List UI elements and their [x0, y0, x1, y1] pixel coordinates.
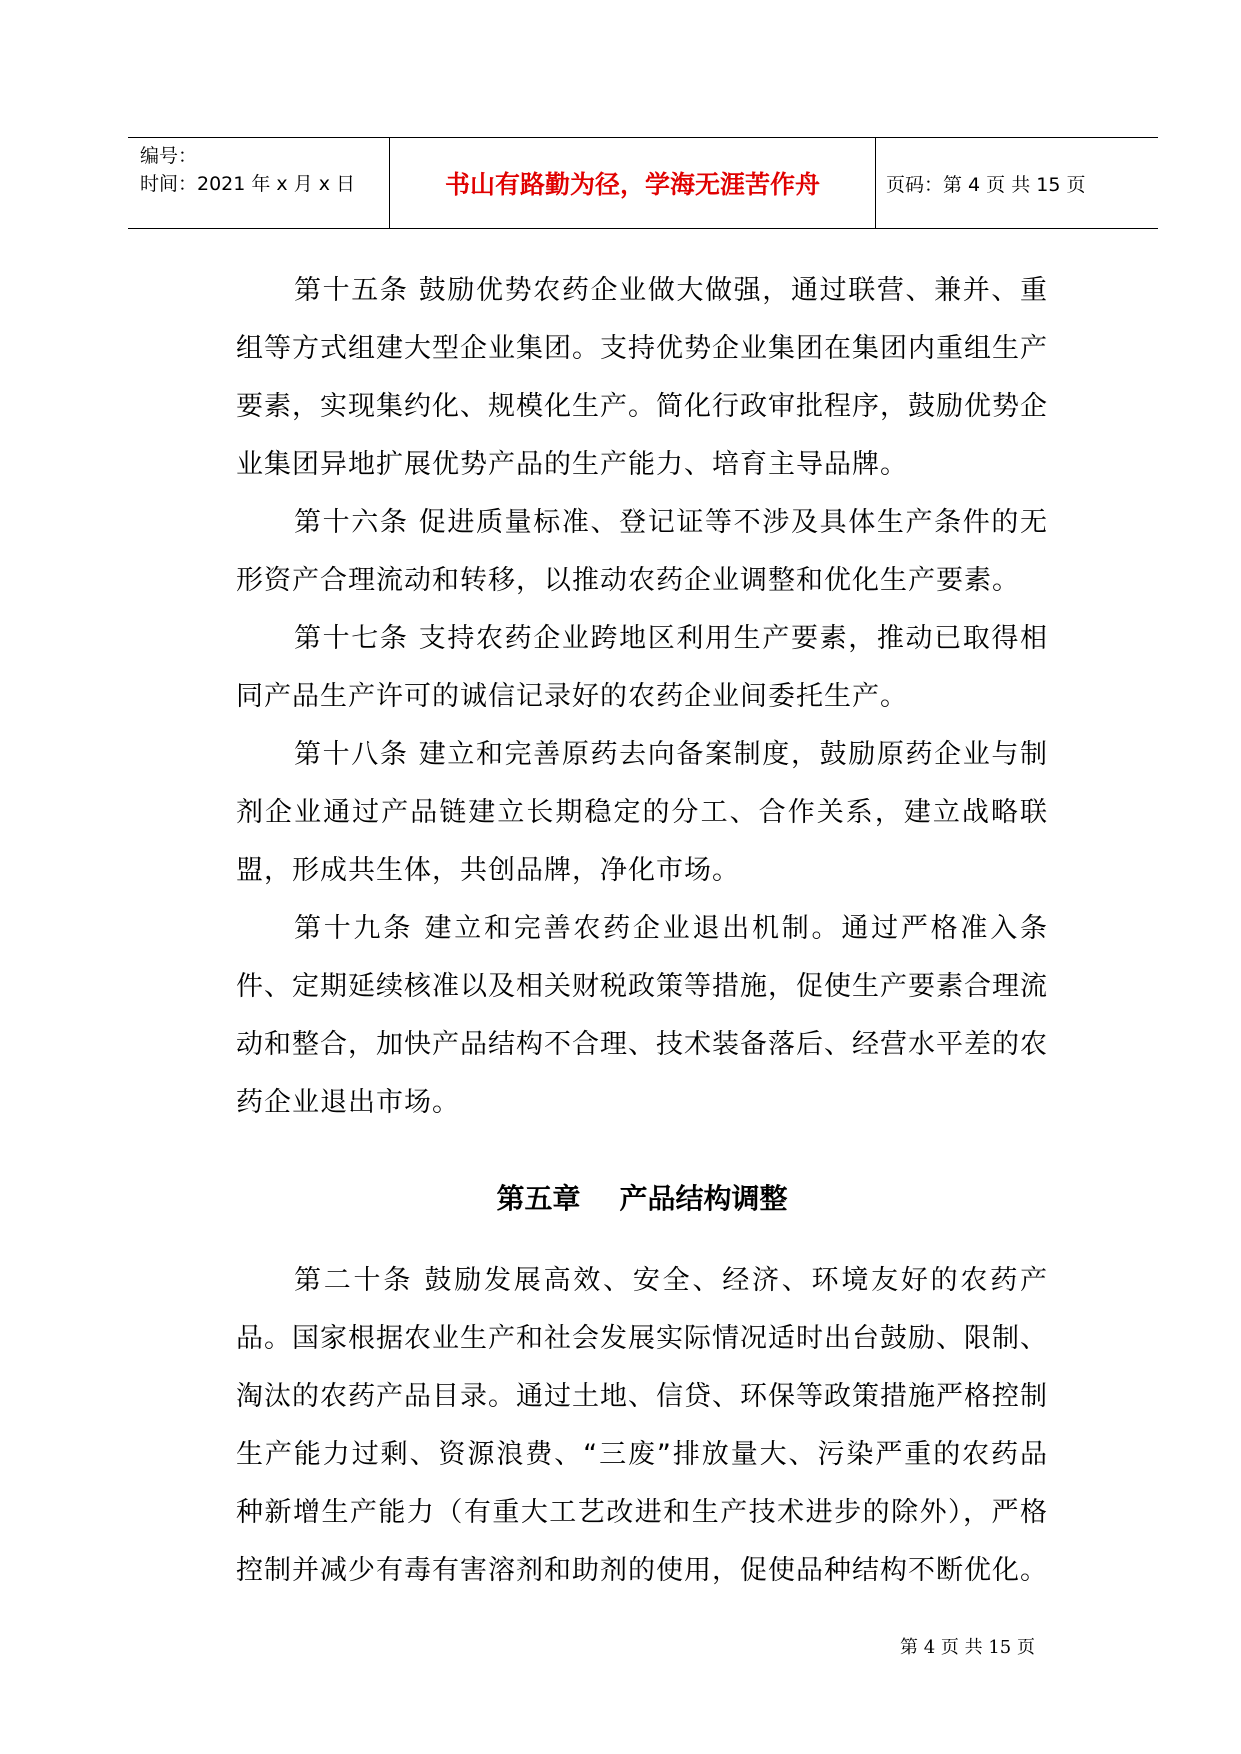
header-meta-cell — [128, 138, 390, 228]
document-body — [236, 262, 1048, 1600]
header-motto-cell — [390, 138, 876, 228]
article-paragraph: 第十八条 建立和完善原药去向备案制度，鼓励原药企业与制剂企业通过产品链建立长期稳定的分工、合作关系，建立战略联盟，形成共生体，共创品牌，净化市场。 — [236, 739, 1048, 886]
header-page-cell — [876, 138, 1158, 228]
document-number-label: 编号： — [140, 145, 198, 167]
page-footer: 第 4 页 共 15 页 — [900, 1637, 1035, 1658]
article-paragraph: 第二十条 鼓励发展高效、安全、经济、环境友好的农药产品。国家根据农业生产和社会发展实际情况适时出台鼓励、限制、淘汰的农药产品目录。通过土地、信贷、环保等政策措施严格控制生产能力过剩、资源浪费、“三废”排放量大、污染严重的农药品种新增生产能力（有重大工艺改进和生产技术进步的除外），严格控制并减少有毒有害溶剂和助剂的使用，促使品种结构不断优化。 — [236, 1265, 1048, 1586]
article-paragraph: 第十六条 促进质量标准、登记证等不涉及具体生产条件的无形资产合理流动和转移，以推动农药企业调整和优化生产要素。 — [236, 507, 1048, 596]
article-paragraph: 第十五条 鼓励优势农药企业做大做强，通过联营、兼并、重组等方式组建大型企业集团。支持优势企业集团在集团内重组生产要素，实现集约化、规模化生产。简化行政审批程序，鼓励优势企业集团异地扩展优势产品的生产能力、培育主导品牌。 — [236, 275, 1048, 480]
header-page-label: 页码：第 4 页 共 15 页 — [886, 173, 1086, 196]
header-motto: 书山有路勤为径，学海无涯苦作舟 — [444, 170, 820, 199]
article-paragraph: 第十九条 建立和完善农药企业退出机制。通过严格准入条件、定期延续核准以及相关财税政策等措施，促使生产要素合理流动和整合，加快产品结构不合理、技术装备落后、经营水平差的农药企业退出市场。 — [236, 913, 1048, 1118]
document-time-label: 时间：2021 年 x 月 x 日 — [140, 173, 356, 195]
article-paragraph: 第十七条 支持农药企业跨地区利用生产要素，推动已取得相同产品生产许可的诚信记录好的农药企业间委托生产。 — [236, 623, 1048, 712]
document-header — [128, 137, 1158, 229]
chapter-heading: 第五章 产品结构调整 — [496, 1182, 788, 1215]
